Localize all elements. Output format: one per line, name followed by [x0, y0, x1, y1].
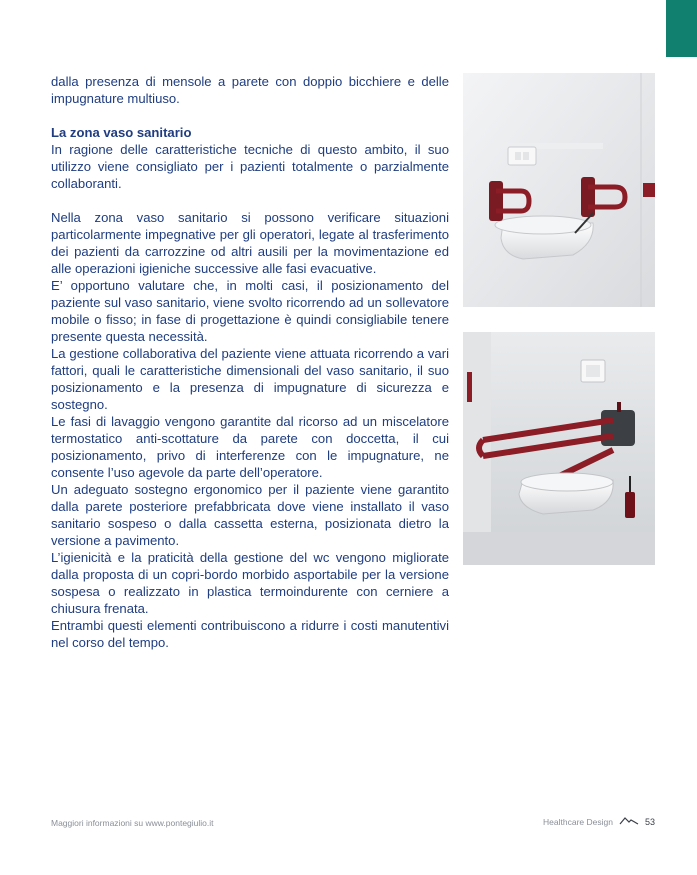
- paragraph-5: Le fasi di lavaggio vengono garantite dal ricorso ad un miscelatore termostatico anti-scottature da parete con doccetta, il cui posizionamento, privo di interferenze con le impugnature, ne consente l’uso agevole da parte dell’operatore.: [51, 414, 449, 480]
- intro-paragraph: dalla presenza di mensole a parete con doppio bicchiere e delle impugnature multiuso.: [51, 74, 449, 106]
- paragraph-6: Un adeguato sostegno ergonomico per il paziente viene garantito dalla parete posteriore prefabbricata dove viene installato il vaso sanitario sospeso o dalla cassetta esterna, posizionata dietro la versione a pavimento.: [51, 482, 449, 548]
- paragraph-2: Nella zona vaso sanitario si possono verificare situazioni particolarmente impegnative per gli operatori, legate al trasferimento dei pazienti da carrozzine od altri ausili per la movimentazione ed alle operazioni igieniche successive alle fasi evacuative.: [51, 210, 449, 276]
- photo-toilet-backrest: [463, 332, 655, 565]
- paragraph-3: E’ opportuno valutare che, in molti casi, il posizionamento del paziente sul vaso sanitario, viene svolto ricorrendo ad un sollevatore mobile o fisso; in fase di progettazione è quindi consigliabile tenere presente questa necessità.: [51, 278, 449, 344]
- paragraph-4: La gestione collaborativa del paziente viene attuata ricorrendo a vari fattori, quali le caratteristiche dimensionali del vaso sanitario, il suo posizionamento e la presenza di impugnature di sicurezza e sostegno.: [51, 346, 449, 412]
- brand-logo-icon: [619, 817, 639, 827]
- page-number: 53: [644, 817, 655, 827]
- section-tab: [666, 0, 697, 57]
- paragraph-7: L’igienicità e la praticità della gestione del wc vengono migliorate dalla proposta di un copri-bordo morbido asportabile per la versione sospesa o realizzato in plastica termoindurente con cerniere a chiusura frenata.: [51, 550, 449, 616]
- footer-section: Healthcare Design: [543, 817, 613, 827]
- section-heading: La zona vaso sanitario: [51, 125, 192, 140]
- paragraph-8: Entrambi questi elementi contribuiscono a ridurre i costi manutentivi nel corso del tempo.: [51, 618, 449, 650]
- body-text: [51, 73, 449, 651]
- paragraph-1: In ragione delle caratteristiche tecniche di questo ambito, il suo utilizzo viene consigliato per i pazienti totalmente o parzialmente collaboranti.: [51, 142, 449, 191]
- photo-toilet-grab-bars: [463, 73, 655, 307]
- footer-page-info: [543, 817, 655, 827]
- footer-info: Maggiori informazioni su www.pontegiulio.it: [51, 818, 214, 828]
